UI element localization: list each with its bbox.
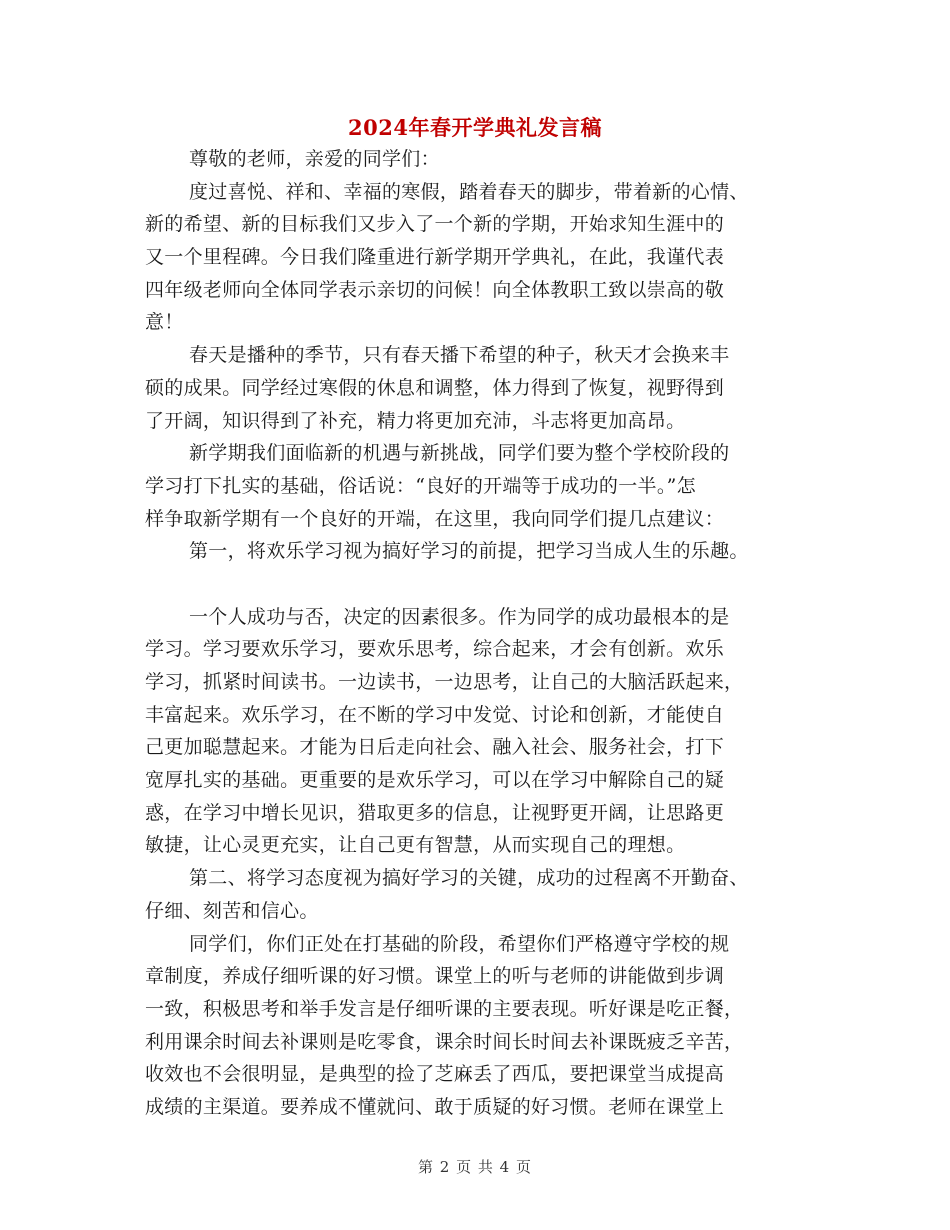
paragraph-line: 收效也不会很明显，是典型的捡了芝麻丢了西瓜，要把课堂当成提高	[145, 1063, 725, 1086]
paragraph-line: 利用课余时间去补课则是吃零食，课余时间长时间去补课既疲乏辛苦，	[145, 1030, 744, 1053]
paragraph-line: 成绩的主渠道。要养成不懂就问、敢于质疑的好习惯。老师在课堂上	[145, 1095, 725, 1118]
section-heading-line: 第一，将欢乐学习视为搞好学习的前提，把学习当成人生的乐趣。	[189, 540, 749, 563]
greeting-line: 尊敬的老师，亲爱的同学们：	[189, 148, 440, 170]
paragraph-line: 硕的成果。同学经过寒假的休息和调整，体力得到了恢复，视野得到	[145, 376, 725, 399]
paragraph-line: 仔细、刻苦和信心。	[145, 899, 319, 922]
paragraph-line: 章制度，养成仔细听课的好习惯。课堂上的听与老师的讲能做到步调	[145, 965, 725, 988]
blank-line	[145, 568, 800, 601]
paragraph-line: 四年级老师向全体同学表示亲切的问候！向全体教职工致以崇高的敬	[145, 278, 725, 301]
page-number-footer: 第 2 页 共 4 页	[418, 1158, 532, 1176]
paragraph-line: 同学们，你们正处在打基础的阶段，希望你们严格遵守学校的规	[189, 932, 730, 955]
paragraph-line: 样争取新学期有一个良好的开端，在这里，我向同学们提几点建议：	[145, 507, 725, 530]
paragraph-line: 学习，抓紧时间读书。一边读书，一边思考，让自己的大脑活跃起来，	[145, 671, 744, 693]
section-heading-line: 第二、将学习态度视为搞好学习的关键，成功的过程离不开勤奋、	[189, 867, 749, 890]
paragraph-line: 学习。学习要欢乐学习，要欢乐思考，综合起来，才会有创新。欢乐	[145, 638, 725, 661]
paragraph-line: 新的希望、新的目标我们又步入了一个新的学期，开始求知生涯中的	[145, 213, 725, 236]
paragraph-line: 春天是播种的季节，只有春天播下希望的种子，秋天才会换来丰	[189, 344, 730, 367]
paragraph-line: 新学期我们面临新的机遇与新挑战，同学们要为整个学校阶段的	[189, 442, 730, 465]
paragraph-line: 意！	[145, 311, 184, 334]
paragraph-line: 一个人成功与否，决定的因素很多。作为同学的成功最根本的是	[189, 605, 730, 628]
paragraph-line: 学习打下扎实的基础，俗话说：“良好的开端等于成功的一半。”怎	[145, 474, 696, 497]
paragraph-line: 了开阔，知识得到了补充，精力将更加充沛，斗志将更加高昂。	[145, 409, 686, 432]
document-body	[145, 143, 800, 1124]
paragraph-line: 丰富起来。欢乐学习，在不断的学习中发觉、讨论和创新，才能使自	[145, 703, 725, 726]
paragraph-line: 敏捷，让心灵更充实，让自己更有智慧，从而实现自己的理想。	[145, 834, 686, 857]
document-title: 2024年春开学典礼发言稿	[348, 115, 602, 140]
paragraph-line: 宽厚扎实的基础。更重要的是欢乐学习，可以在学习中解除自己的疑	[145, 769, 725, 792]
paragraph-line: 又一个里程碑。今日我们隆重进行新学期开学典礼，在此，我谨代表	[145, 246, 725, 269]
paragraph-line: 己更加聪慧起来。才能为日后走向社会、融入社会、服务社会，打下	[145, 736, 725, 759]
paragraph-line: 一致，积极思考和举手发言是仔细听课的主要表现。听好课是吃正餐，	[145, 997, 744, 1020]
paragraph-line: 度过喜悦、祥和、幸福的寒假，踏着春天的脚步，带着新的心情、	[189, 180, 749, 203]
paragraph-line: 惑，在学习中增长见识，猎取更多的信息，让视野更开阔，让思路更	[145, 801, 725, 824]
